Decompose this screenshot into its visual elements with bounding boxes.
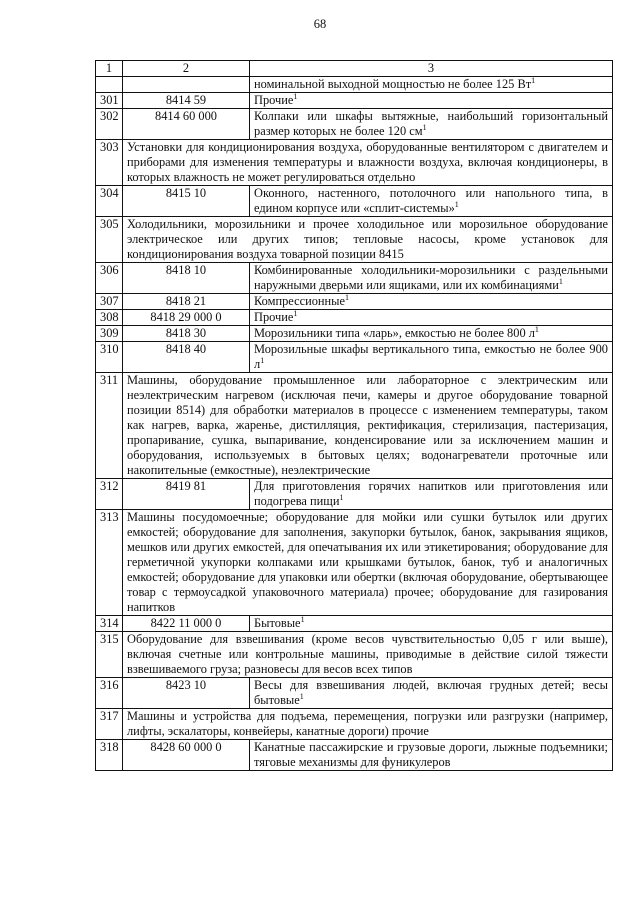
description-text: Бытовые xyxy=(254,616,301,630)
table-header-row xyxy=(96,61,613,77)
table-row xyxy=(96,109,613,140)
header-cell-1: 1 xyxy=(96,61,123,77)
footnote-marker: 1 xyxy=(339,492,344,502)
footnote-marker: 1 xyxy=(534,324,539,334)
description-text: Оборудование для взвешивания (кроме весов чувствительностью 0,05 г или выше), включая счетные или контрольные машины, приводимые в действие силой тяжести взвешиваемого груза; разновесы для весов всех типов xyxy=(127,632,608,676)
product-description xyxy=(250,109,613,140)
page-number: 68 xyxy=(313,17,327,31)
table-row xyxy=(96,294,613,310)
table-row xyxy=(96,709,613,740)
description-text: Для приготовления горячих напитков или приготовления или подогрева пищи xyxy=(254,479,608,508)
footnote-marker: 1 xyxy=(300,614,305,624)
row-number: 309 xyxy=(96,326,123,342)
table-row xyxy=(96,217,613,263)
table-row xyxy=(96,140,613,186)
tnved-code: 8414 60 000 xyxy=(123,109,250,140)
footnote-marker: 1 xyxy=(293,308,298,318)
row-number: 318 xyxy=(96,740,123,771)
header-cell-2: 2 xyxy=(123,61,250,77)
product-description xyxy=(250,263,613,294)
row-number: 314 xyxy=(96,616,123,632)
table-row xyxy=(96,186,613,217)
table-row xyxy=(96,510,613,616)
description-text: Машины посудомоечные; оборудование для мойки или сушки бутылок или других емкостей; оборудование для заполнения, закупорки бутылок, банок, закрывания ящиков, мешков или других емкостей, для опечатывания их или этикетирования; оборудование для герметичной укупорки колпаками или крышками бутылок, банок, туб и аналогичных емкостей; оборудование для упаковки или обертки (включая оборудование, обертывающее товар с термоусадкой упаковочного материала) прочее; оборудование для газирования напитков xyxy=(127,510,608,614)
description-text: Оконного, настенного, потолочного или напольного типа, в едином корпусе или «сплит-системы» xyxy=(254,186,608,215)
description-text: Машины, оборудование промышленное или лабораторное с электрическим или неэлектрическим нагревом (исключая печи, камеры и другое оборудование товарной позиции 8514) для обработки материалов в процессе с изменением температуры, таком как нагрев, варка, жаренье, дистилляция, ректификация, стерилизация, пастеризация, пропаривание, сушка, выпаривание, конденсирование или за исключением машин и оборудования, используемых в бытовых целях; водонагреватели проточные или накопительные (емкостные), неэлектрические xyxy=(127,373,608,477)
product-description xyxy=(123,217,613,263)
table-row xyxy=(96,632,613,678)
tnved-code: 8418 10 xyxy=(123,263,250,294)
product-description xyxy=(250,93,613,109)
tnved-code: 8418 21 xyxy=(123,294,250,310)
product-description xyxy=(250,678,613,709)
description-text: Канатные пассажирские и грузовые дороги, лыжные подъемники; тяговые механизмы для фуникулеров xyxy=(254,740,608,769)
description-text: Машины и устройства для подъема, перемещения, погрузки или разгрузки (например, лифты, эскалаторы, конвейеры, канатные дороги) прочие xyxy=(127,709,608,738)
row-number: 301 xyxy=(96,93,123,109)
product-description xyxy=(250,740,613,771)
tnved-code: 8428 60 000 0 xyxy=(123,740,250,771)
row-number: 307 xyxy=(96,294,123,310)
row-number: 302 xyxy=(96,109,123,140)
footnote-marker: 1 xyxy=(422,122,427,132)
table-row xyxy=(96,740,613,771)
tnved-code: 8422 11 000 0 xyxy=(123,616,250,632)
footnote-marker: 1 xyxy=(454,199,459,209)
footnote-marker: 1 xyxy=(260,355,265,365)
footnote-marker: 1 xyxy=(345,292,349,302)
description-text: Весы для взвешивания людей, включая грудных детей; весы бытовые xyxy=(254,678,608,707)
row-number: 304 xyxy=(96,186,123,217)
table-row xyxy=(96,479,613,510)
description-text: Морозильные шкафы вертикального типа, емкостью не более 900 л xyxy=(254,342,608,371)
footnote-marker: 1 xyxy=(293,91,298,101)
product-description xyxy=(250,616,613,632)
product-description xyxy=(250,342,613,373)
tnved-code: 8423 10 xyxy=(123,678,250,709)
tnved-code: 8419 81 xyxy=(123,479,250,510)
tnved-code: 8418 40 xyxy=(123,342,250,373)
product-description xyxy=(123,373,613,479)
row-number: 312 xyxy=(96,479,123,510)
table-row xyxy=(96,263,613,294)
table-row xyxy=(96,93,613,109)
table-row xyxy=(96,310,613,326)
description-text: Установки для кондиционирования воздуха, оборудованные вентилятором с двигателем и приборами для изменения температуры и влажности воздуха, включая кондиционеры, в которых влажность не может регулироваться отдельно xyxy=(127,140,608,184)
description-text: Прочие xyxy=(254,310,294,324)
product-description xyxy=(250,479,613,510)
row-number xyxy=(96,77,123,93)
description-text: Морозильники типа «ларь», емкостью не более 800 л xyxy=(254,326,535,340)
row-number: 311 xyxy=(96,373,123,479)
row-number: 306 xyxy=(96,263,123,294)
product-description xyxy=(123,632,613,678)
goods-table xyxy=(95,60,613,771)
table-row xyxy=(96,678,613,709)
row-number: 317 xyxy=(96,709,123,740)
footnote-marker: 1 xyxy=(558,276,563,286)
product-description xyxy=(250,294,613,310)
row-number: 305 xyxy=(96,217,123,263)
tnved-code: 8414 59 xyxy=(123,93,250,109)
row-number: 313 xyxy=(96,510,123,616)
table-row xyxy=(96,326,613,342)
description-text: Компрессионные xyxy=(254,294,345,308)
table-row xyxy=(96,77,613,93)
table-row xyxy=(96,342,613,373)
description-text: Колпаки или шкафы вытяжные, наибольший горизонтальный размер которых не более 120 см xyxy=(254,109,608,138)
tnved-code: 8418 29 000 0 xyxy=(123,310,250,326)
product-description xyxy=(123,510,613,616)
footnote-marker: 1 xyxy=(299,691,304,701)
description-text: Холодильники, морозильники и прочее холодильное или морозильное оборудование электрическое или других типов; тепловые насосы, кроме установок для кондиционирования воздуха товарной позиции 8415 xyxy=(127,217,608,261)
product-description xyxy=(250,186,613,217)
row-number: 308 xyxy=(96,310,123,326)
table-row xyxy=(96,616,613,632)
product-description xyxy=(250,310,613,326)
product-description xyxy=(250,326,613,342)
footnote-marker: 1 xyxy=(531,75,536,85)
description-text: Прочие xyxy=(254,93,294,107)
tnved-code xyxy=(123,77,250,93)
product-description xyxy=(250,77,613,93)
tnved-code: 8415 10 xyxy=(123,186,250,217)
description-text: Комбинированные холодильники-морозильники с раздельными наружными дверьми или ящиками, или их комбинациями xyxy=(254,263,608,292)
row-number: 310 xyxy=(96,342,123,373)
product-description xyxy=(123,709,613,740)
row-number: 315 xyxy=(96,632,123,678)
header-cell-3: 3 xyxy=(250,61,613,77)
row-number: 303 xyxy=(96,140,123,186)
row-number: 316 xyxy=(96,678,123,709)
product-description xyxy=(123,140,613,186)
description-text: номинальной выходной мощностью не более 125 Вт xyxy=(254,77,532,91)
table-row xyxy=(96,373,613,479)
tnved-code: 8418 30 xyxy=(123,326,250,342)
